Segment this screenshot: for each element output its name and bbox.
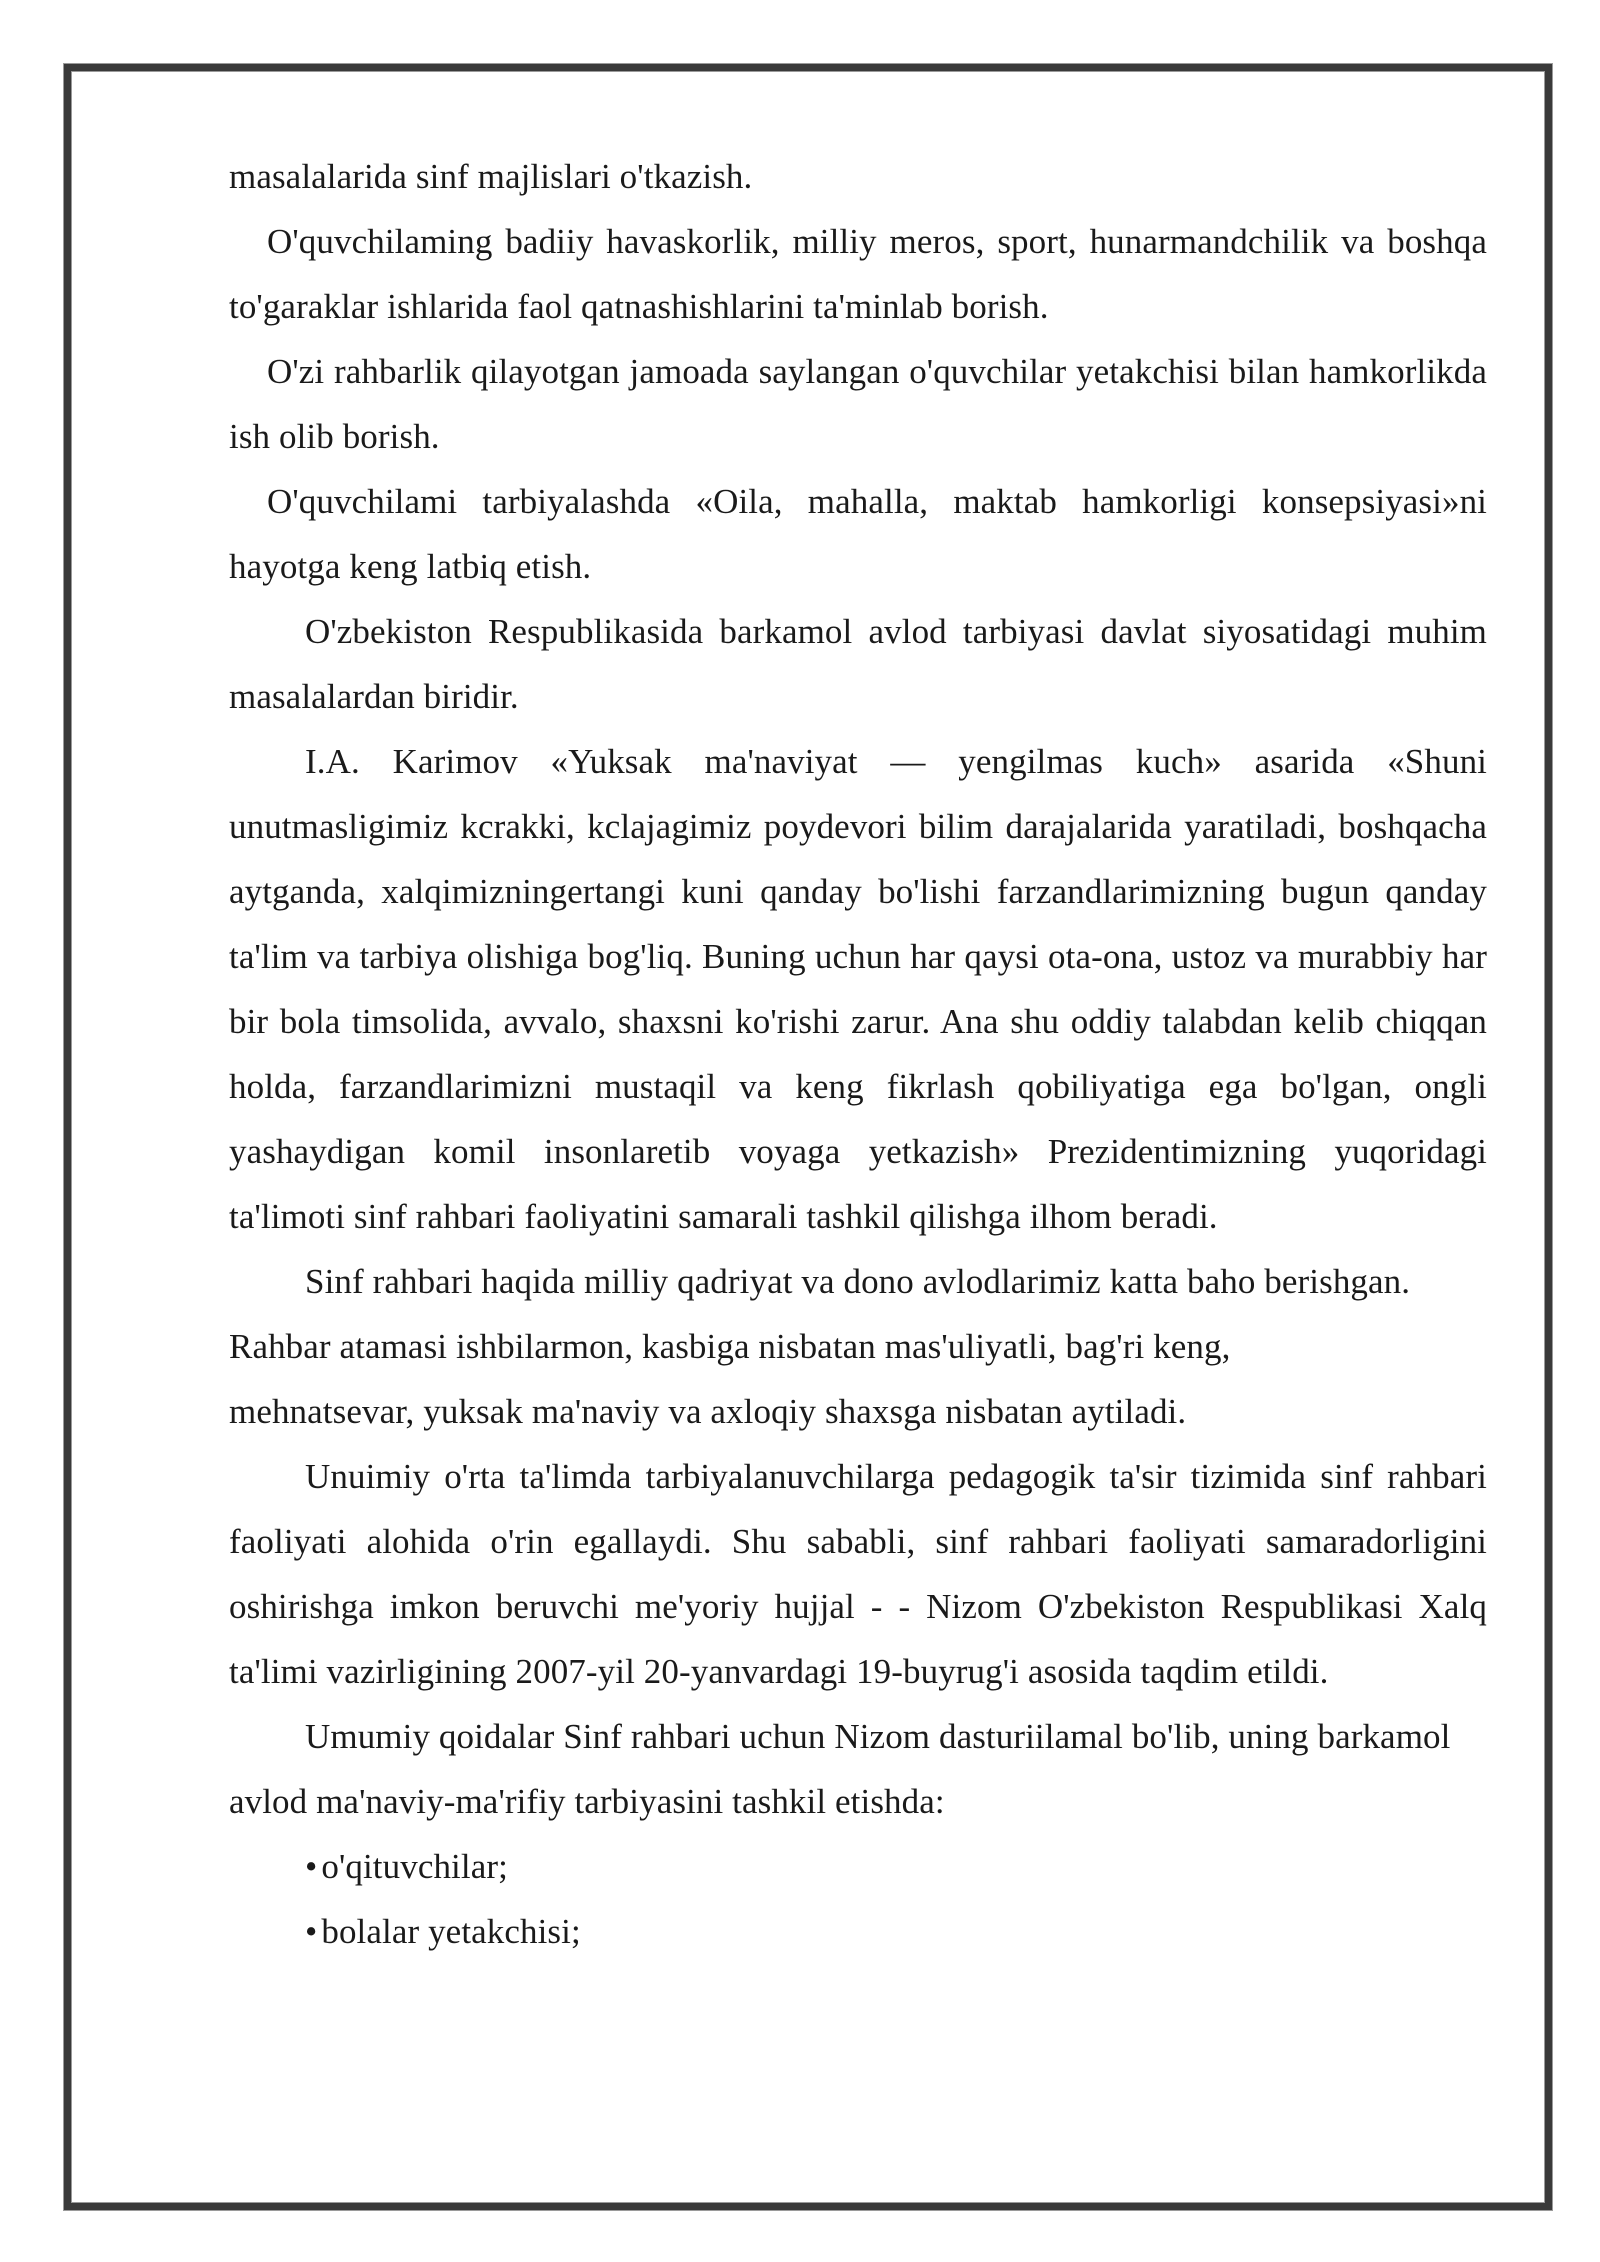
paragraph-family-concept: O'quvchilami tarbiyalashda «Oila, mahalla, maktab hamkorligi konsepsiyasi»ni hayotga keng latbiq etish. bbox=[229, 482, 1487, 586]
paragraph-state-policy: O'zbekiston Respublikasida barkamol avlod tarbiyasi davlat siyosatidagi muhim masalalardan biridir. bbox=[229, 612, 1487, 716]
list-item bbox=[229, 1834, 1487, 1899]
paragraph-karimov-quote: I.A. Karimov «Yuksak ma'naviyat — yengilmas kuch» asarida «Shuni unutmasligimiz kcrakki, kclajagimiz poydevori bilim darajalarida yaratiladi, boshqacha aytganda, xalqimizningertangi kuni qanday bo'lishi farzandlarimizning bugun qanday ta'lim va tarbiya olishiga bog'liq. Buning uchun har qaysi ota-ona, ustoz va murabbiy har bir bola timsolida, avvalo, shaxsni ko'rishi zarur. Ana shu oddiy talabdan kelib chiqqan holda, farzandlarimizni mustaqil va keng fikrlash qobiliyatiga ega bo'lgan, ongli yashaydigan komil insonlaretib voyaga yetkazish» Prezidentimizning yuqoridagi ta'limoti sinf rahbari faoliyatini samarali tashkil qilishga ilhom beradi. bbox=[229, 742, 1487, 1236]
list-item-text: o'qituvchilar; bbox=[321, 1847, 508, 1886]
bullet-marker: • bbox=[305, 1912, 318, 1951]
paragraph-national-values: Sinf rahbari haqida milliy qadriyat va dono avlodlarimiz katta baho berishgan. bbox=[305, 1262, 1411, 1301]
list-item bbox=[229, 1899, 1487, 1964]
paragraph-leader-definition-line2: mehnatsevar, yuksak ma'naviy va axloqiy shaxsga nisbatan aytiladi. bbox=[229, 1392, 1187, 1431]
list-item-text: bolalar yetakchisi; bbox=[321, 1912, 581, 1951]
paragraph-regulation: Unuimiy o'rta ta'limda tarbiyalanuvchilarga pedagogik ta'sir tizimida sinf rahbari faoliyati alohida o'rin egallaydi. Shu sababli, sinf rahbari faoliyati samaradorligini oshirishga imkon beruvchi me'yoriy hujjal - - Nizom O'zbekiston Respublikasi Xalq ta'limi vazirligining 2007-yil 20-yanvardagi 19-buyrug'i asosida taqdim etildi. bbox=[229, 1457, 1487, 1691]
paragraph-clubs: O'quvchilaming badiiy havaskorlik, milliy meros, sport, hunarmandchilik va boshqa to'garaklar ishlarida faol qatnashishlarini ta'minlab borish. bbox=[229, 222, 1487, 326]
paragraph-student-leader: O'zi rahbarlik qilayotgan jamoada saylangan o'quvchilar yetakchisi bilan hamkorlikda ish olib borish. bbox=[229, 352, 1487, 456]
paragraph-general-rules: Umumiy qoidalar Sinf rahbari uchun Nizom dasturiilamal bo'lib, uning barkamol avlod ma'naviy-ma'rifiy tarbiyasini tashkil etishda: bbox=[229, 1717, 1451, 1821]
document-body bbox=[229, 144, 1487, 1964]
paragraph-leader-definition-line1: Rahbar atamasi ishbilarmon, kasbiga nisbatan mas'uliyatli, bag'ri keng, bbox=[229, 1327, 1231, 1366]
bullet-marker: • bbox=[305, 1847, 318, 1886]
paragraph-continuation: masalalarida sinf majlislari o'tkazish. bbox=[229, 157, 753, 196]
